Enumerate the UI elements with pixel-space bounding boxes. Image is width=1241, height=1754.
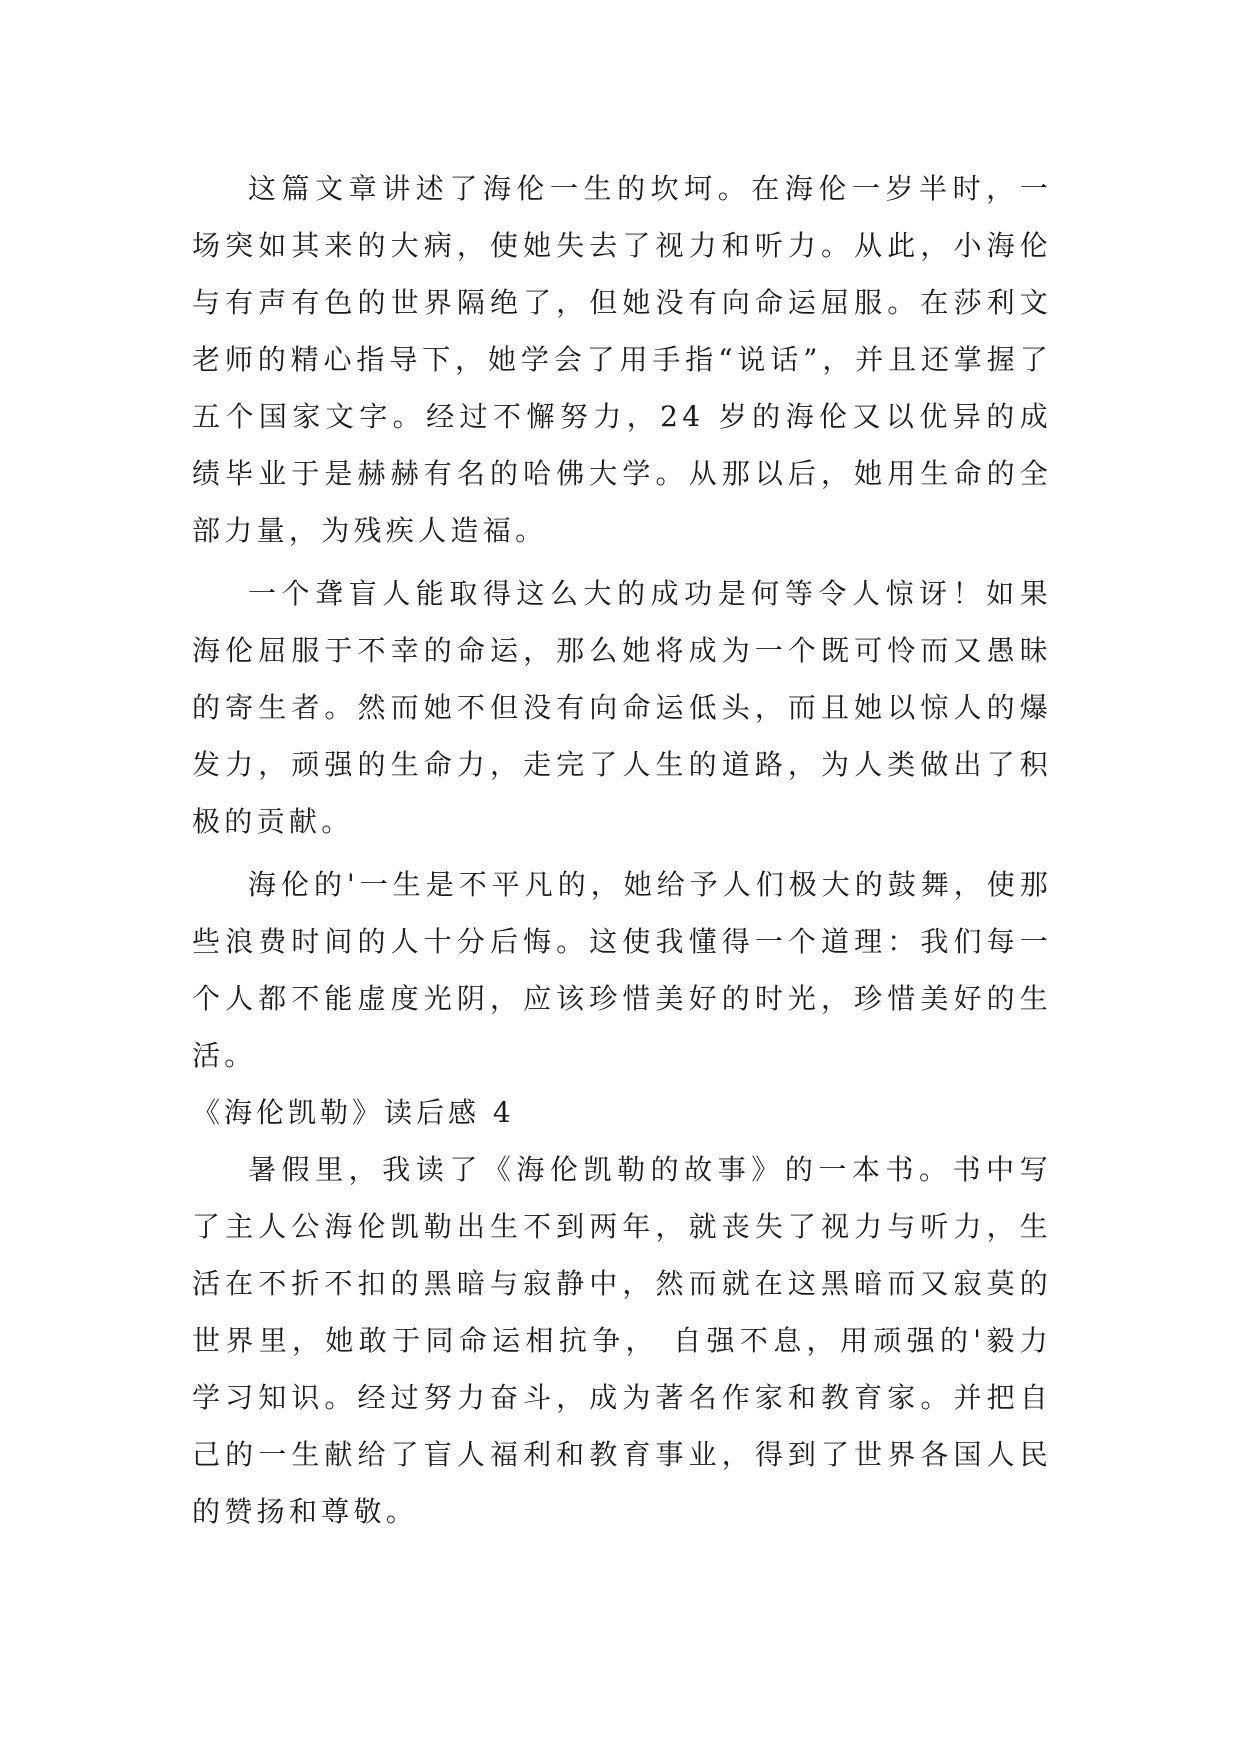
- section-heading: 《海伦凯勒》读后感 4: [192, 1096, 515, 1129]
- paragraph: 海伦的'一生是不平凡的，她给予人们极大的鼓舞，使那些浪费时间的人十分后悔。这使我懂得一个道理：我们每一个人都不能虚度光阴，应该珍惜美好的时光，珍惜美好的生活。: [192, 868, 1052, 1072]
- paragraph: 一个聋盲人能取得这么大的成功是何等令人惊讶！如果海伦屈服于不幸的命运，那么她将成为一个既可怜而又愚昧的寄生者。然而她不但没有向命运低头，而且她以惊人的爆发力，顽强的生命力，走完了人生的道路，为人类做出了积极的贡献。: [192, 577, 1052, 838]
- paragraph: 这篇文章讲述了海伦一生的坎坷。在海伦一岁半时，一场突如其来的大病，使她失去了视力和听力。从此，小海伦与有声有色的世界隔绝了，但她没有向命运屈服。在莎利文老师的精心指导下，她学会了用手指“说话”，并且还掌握了五个国家文字。经过不懈努力，24 岁的海伦又以优异的成绩毕业于是赫赫有名的哈佛大学。从那以后，她用生命的全部力量，为残疾人造福。: [192, 172, 1052, 547]
- document-page: [192, 160, 1052, 1540]
- paragraph: 暑假里，我读了《海伦凯勒的故事》的一本书。书中写了主人公海伦凯勒出生不到两年，就丧失了视力与听力，生活在不折不扣的黑暗与寂静中，然而就在这黑暗而又寂莫的世界里，她敢于同命运相抗争， 自强不息，用顽强的'毅力学习知识。经过努力奋斗，成为著名作家和教育家。并把自己的一生献给了盲人福利和教育事业，得到了世界各国人民的赞扬和尊敬。: [192, 1153, 1052, 1528]
- essay-section-4: [192, 1141, 1052, 1540]
- essay-section-3: [192, 160, 1052, 1084]
